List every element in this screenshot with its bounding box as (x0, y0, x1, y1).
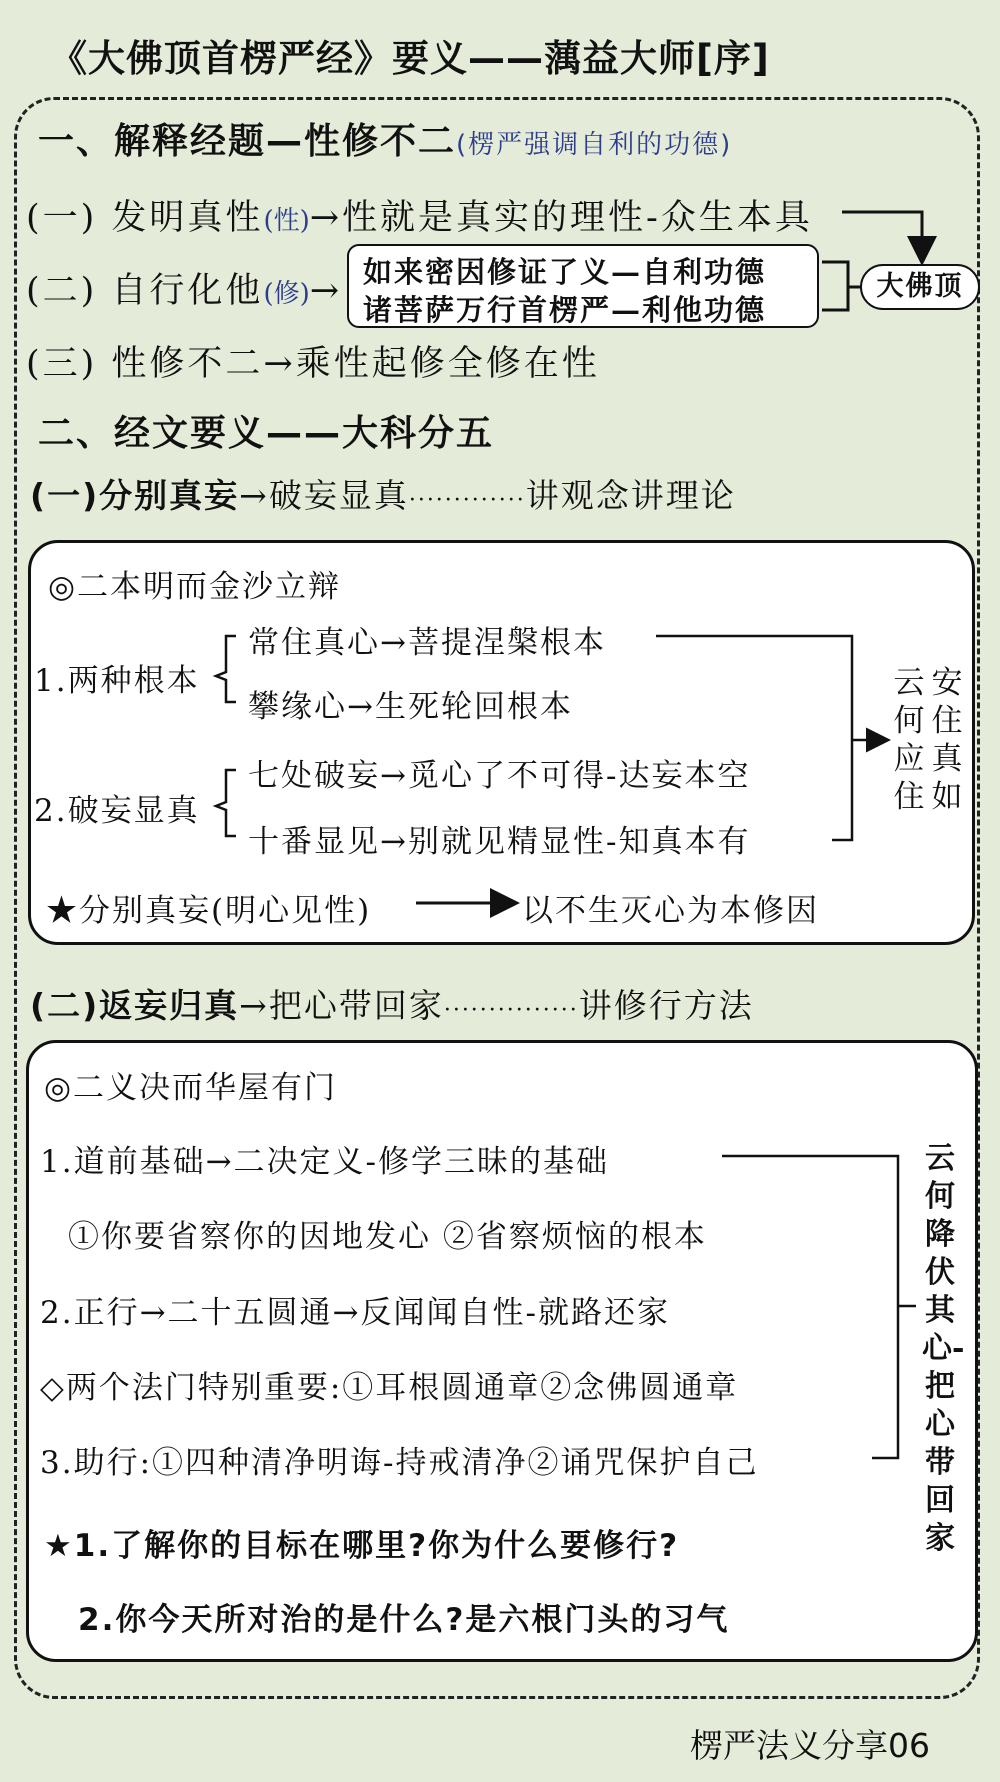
section1-bold: 分别真妄 (99, 476, 240, 515)
section2-rest: →把心带回家 (239, 986, 444, 1025)
box2-line1: 1.道前基础→二决定义-修学三昧的基础 (40, 1144, 610, 1180)
box2-line1-sub: ①你要省察你的因地发心 ②省察烦恼的根本 (68, 1219, 707, 1255)
box1-item1b: 攀缘心→生死轮回根本 (248, 689, 573, 725)
item1-connector (842, 212, 922, 260)
part2-heading: 二、经文要义——大科分五 (38, 413, 495, 454)
section2-tail: 讲修行方法 (578, 986, 754, 1025)
box1-item2b: 十番显见→别就见精显性-知真本有 (248, 824, 751, 860)
box1-brace-1 (216, 636, 236, 702)
box1-side-col2: 安住真如 (931, 665, 963, 815)
section2-label: (二) (30, 986, 100, 1025)
part1-heading-text: 一、解释经题—性修不二 (38, 121, 457, 162)
box2-line3: 3.助行:①四种清净明诲-持戒清净②诵咒保护自己 (40, 1445, 759, 1481)
result-badge: 大佛顶 (860, 264, 980, 310)
part1-item2-note: (修) (263, 279, 310, 309)
part1-item2-label: (二) 自行化他 (26, 271, 264, 311)
page-title: 《大佛顶首楞严经》要义——蕅益大师[序] (50, 37, 770, 80)
box2-side: 云何降伏其心-把心带回家 (922, 1141, 965, 1556)
section1-label: (一) (30, 476, 100, 515)
part1-item1-rest: →性就是真实的理性-众生本具 (309, 198, 813, 238)
box2-line2-sub: ◇两个法门特别重要:①耳根圆通章②念佛圆通章 (40, 1370, 739, 1406)
section1-dots: ············· (408, 488, 526, 513)
box2-head: ◎二义决而华屋有门 (44, 1070, 338, 1106)
box1-item1: 1.两种根本 (34, 663, 200, 699)
section2-bold: 返妄归真 (99, 986, 240, 1025)
merit-bracket (822, 262, 860, 310)
part1-item1-label: (一) 发明真性 (26, 198, 264, 238)
box1-star-tail: 以不生灭心为本修因 (522, 893, 819, 929)
box2-star1: ★1.了解你的目标在哪里?你为什么要修行? (44, 1528, 680, 1564)
box1-head: ◎二本明而金沙立辩 (48, 569, 342, 605)
section1-rest: →破妄显真 (239, 476, 409, 515)
merit-box-line1: 如来密因修证了义—自利功德 (363, 255, 767, 289)
part1-item3: (三) 性修不二→乘性起修全修在性 (26, 344, 600, 384)
part1-heading-note: (楞严强调自利的功德) (456, 130, 733, 160)
box1-item2a: 七处破妄→觅心了不可得-达妄本空 (248, 758, 751, 794)
box1-brace-2 (216, 770, 236, 836)
merit-box-line2: 诸菩萨万行首楞严—利他功德 (363, 293, 767, 327)
box1-item2: 2.破妄显真 (34, 793, 200, 829)
box2-line2: 2.正行→二十五圆通→反闻闻自性-就路还家 (40, 1295, 670, 1331)
box2-star2: 2.你今天所对治的是什么?是六根门头的习气 (78, 1602, 730, 1638)
box1-side-col1: 云何应住 (893, 665, 925, 815)
part1-item1-note: (性) (263, 206, 310, 236)
footer-caption: 楞严法义分享06 (690, 1726, 930, 1765)
section2-dots: ··············· (443, 998, 579, 1023)
part1-item2-arrow: → (309, 271, 343, 311)
section1-tail: 讲观念讲理论 (525, 476, 736, 515)
box1-star: ★分别真妄(明心见性) (46, 893, 372, 929)
box2-right-bracket (722, 1156, 916, 1458)
box1-right-bracket (656, 636, 886, 840)
box1-item1a: 常住真心→菩提涅槃根本 (248, 625, 606, 661)
